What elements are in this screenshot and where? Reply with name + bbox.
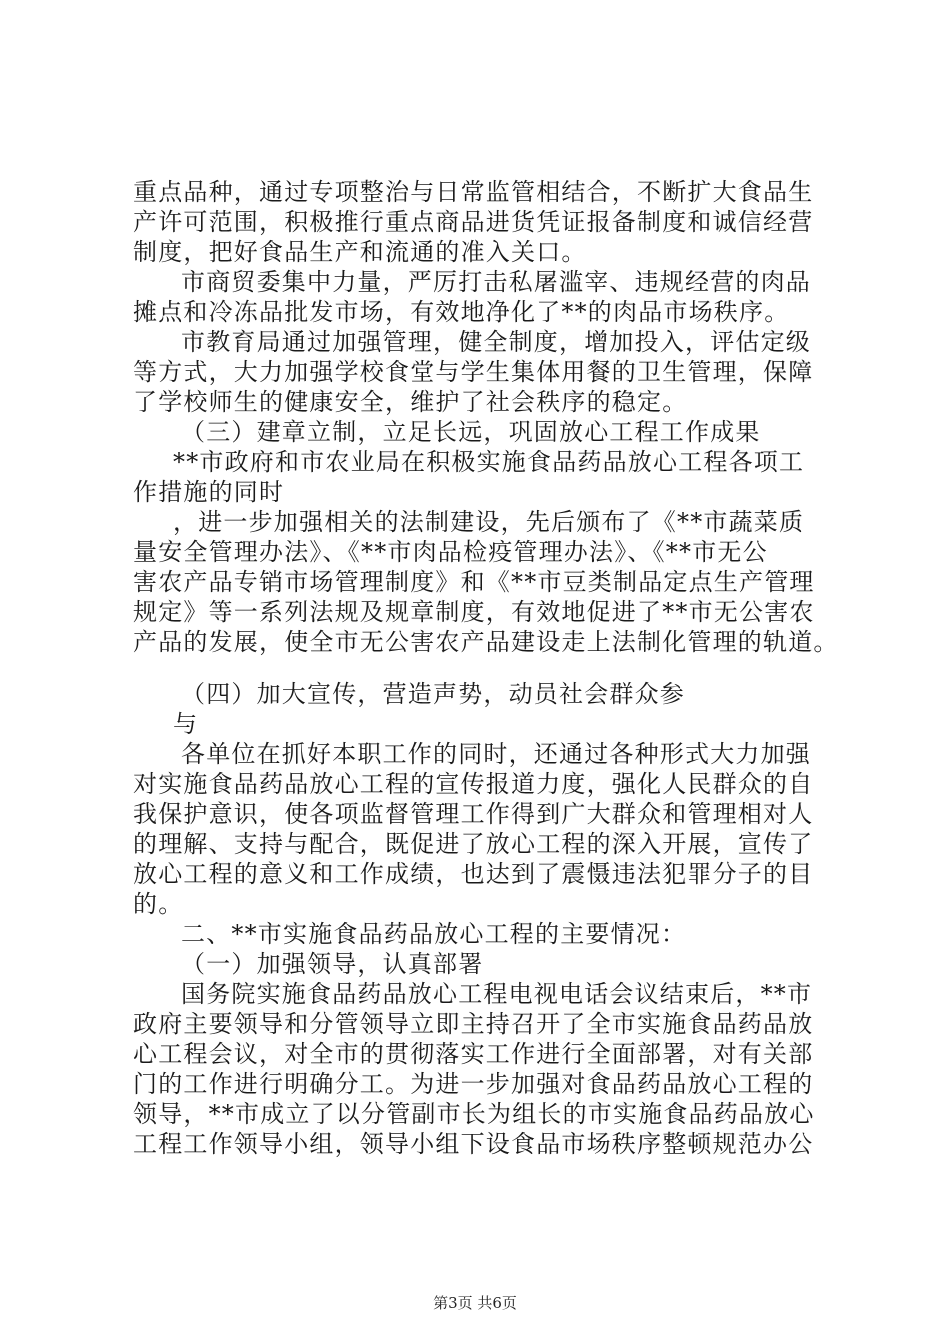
text-line: 市教育局通过加强管理，健全制度，增加投入，评估定级: [181, 328, 811, 356]
text-line: 作措施的同时: [133, 478, 285, 506]
text-line: 各单位在抓好本职工作的同时，还通过各种形式大力加强: [181, 740, 811, 768]
text-line: 产许可范围，积极推行重点商品进货凭证报备制度和诚信经营: [133, 208, 814, 236]
text-line: 量安全管理办法》、《**市肉品检疫管理办法》、《**市无公: [133, 538, 768, 566]
text-line: ，进一步加强相关的法制建设，先后颁布了《**市蔬菜质: [173, 508, 805, 536]
text-line: 市商贸委集中力量，严厉打击私屠滥宰、违规经营的肉品: [181, 268, 811, 296]
document-body: [133, 177, 839, 1159]
text-line: 产品的发展，使全市无公害农产品建设走上法制化管理的轨道。: [133, 628, 839, 656]
text-line: 工程工作领导小组，领导小组下设食品市场秩序整顿规范办公: [133, 1130, 814, 1158]
text-line: 心工程会议，对全市的贯彻落实工作进行全面部署，对有关部: [133, 1040, 814, 1068]
text-line: 害农产品专销市场管理制度》和《**市豆类制品定点生产管理: [133, 568, 815, 596]
page-footer: [0, 1293, 950, 1313]
text-line: 摊点和冷冻品批发市场，有效地净化了**的肉品市场秩序。: [133, 298, 790, 326]
page-number: 第3页 共6页: [433, 1294, 517, 1312]
section-heading: （四）加大宣传，营造声势，动员社会群众参: [181, 680, 685, 708]
section-heading: 二、**市实施食品药品放心工程的主要情况：: [181, 920, 687, 948]
paragraph-gap: [133, 657, 833, 679]
text-line: 放心工程的意义和工作成绩，也达到了震慑违法犯罪分子的目: [133, 860, 814, 888]
text-line: **市政府和市农业局在积极实施食品药品放心工程各项工: [173, 448, 805, 476]
text-line: 领导，**市成立了以分管副市长为组长的市实施食品药品放心: [133, 1100, 815, 1128]
text-line: 等方式，大力加强学校食堂与学生集体用餐的卫生管理，保障: [133, 358, 814, 386]
text-line: 与: [173, 710, 199, 738]
text-line: 规定》等一系列法规及规章制度，有效地促进了**市无公害农: [133, 598, 815, 626]
text-line: 对实施食品药品放心工程的宣传报道力度，强化人民群众的自: [133, 770, 814, 798]
text-line: 门的工作进行明确分工。为进一步加强对食品药品放心工程的: [133, 1070, 814, 1098]
text-line: 重点品种，通过专项整治与日常监管相结合，不断扩大食品生: [133, 178, 814, 206]
text-line: 我保护意识，使各项监督管理工作得到广大群众和管理相对人: [133, 800, 814, 828]
text-line: 的理解、支持与配合，既促进了放心工程的深入开展，宣传了: [133, 830, 814, 858]
text-line: 政府主要领导和分管领导立即主持召开了全市实施食品药品放: [133, 1010, 814, 1038]
text-line: 的。: [133, 890, 184, 918]
section-heading: （一）加强领导，认真部署: [181, 950, 484, 978]
text-line: 了学校师生的健康安全，维护了社会秩序的稳定。: [133, 388, 688, 416]
text-line: 制度，把好食品生产和流通的准入关口。: [133, 238, 587, 266]
text-line: 国务院实施食品药品放心工程电视电话会议结束后，**市: [181, 980, 813, 1008]
section-heading: （三）建章立制，立足长远，巩固放心工程工作成果: [181, 418, 761, 446]
